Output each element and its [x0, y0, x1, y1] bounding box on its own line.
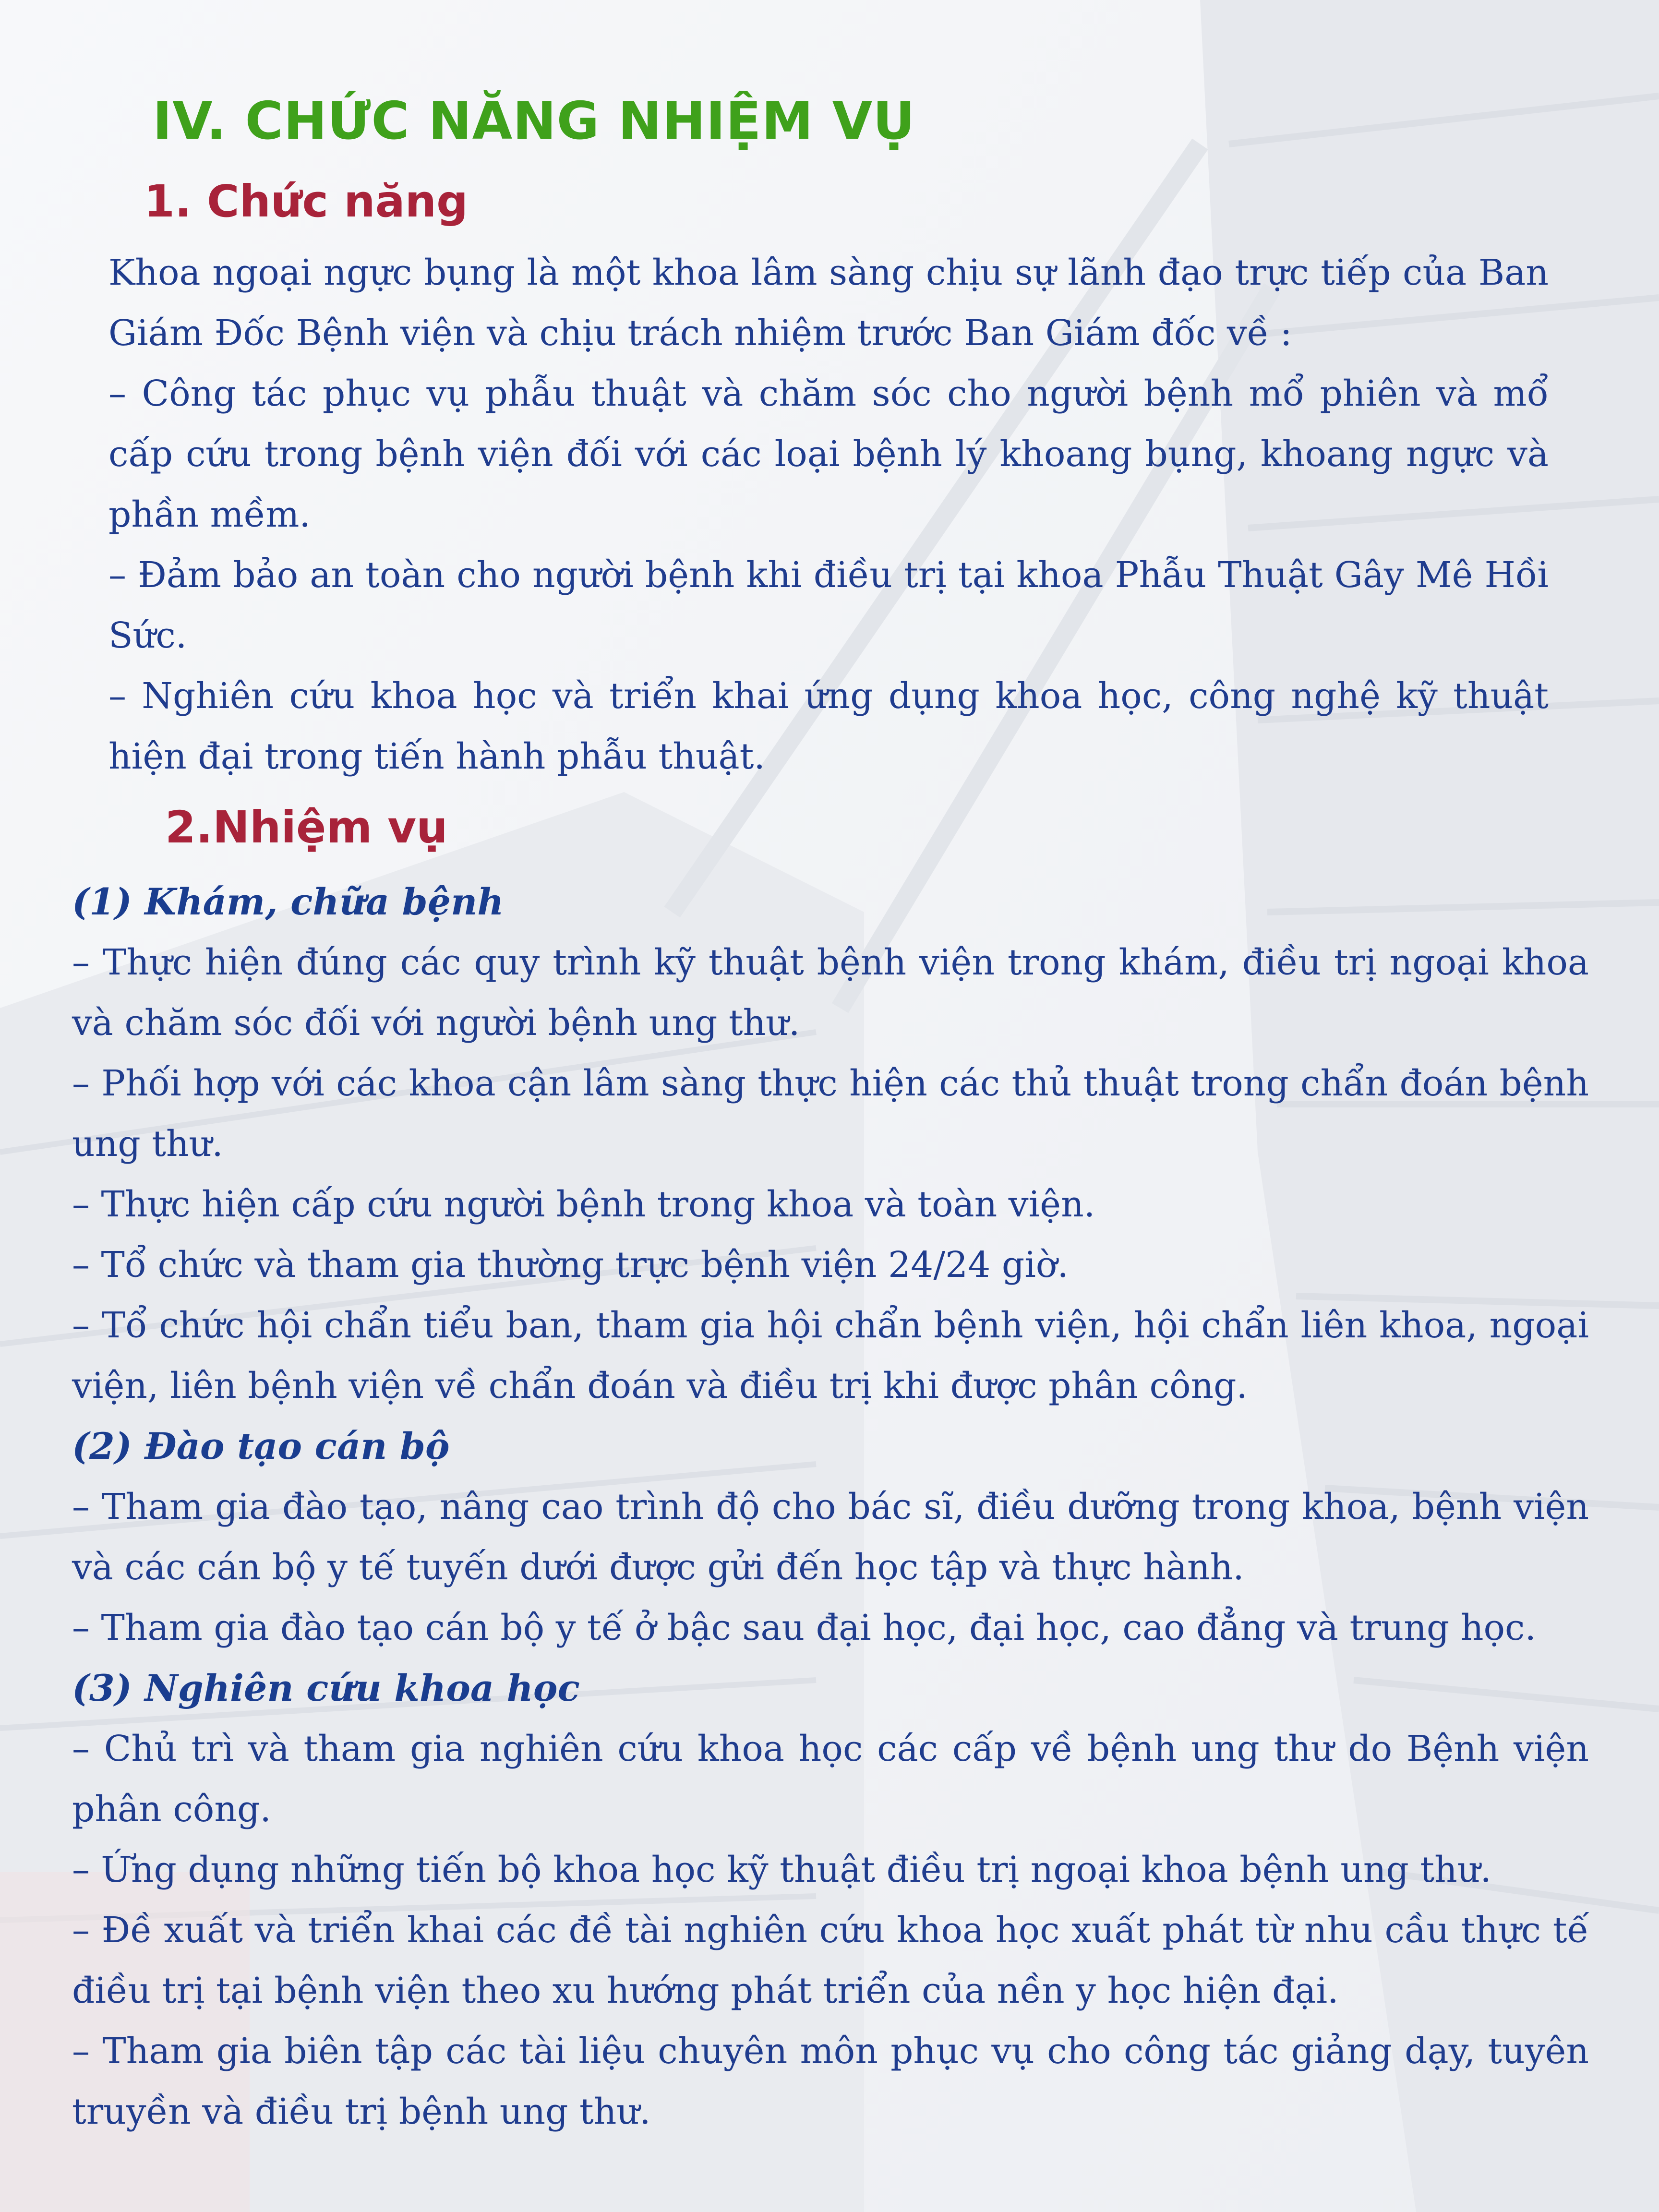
page-title: IV. CHỨC NĂNG NHIỆM VỤ: [153, 91, 915, 151]
duty-category-title: (3) Nghiên cứu khoa học: [72, 1667, 580, 1709]
duty-item: – Tham gia biên tập các tài liệu chuyên môn phục vụ cho công tác giảng dạy, tuyên truyền và điều trị bệnh ung thư.: [72, 2031, 1589, 2132]
duty-item: – Thực hiện đúng các quy trình kỹ thuật bệnh viện trong khám, điều trị ngoại khoa và chăm sóc đối với người bệnh ung thư.: [72, 942, 1589, 1044]
duty-item: – Tổ chức và tham gia thường trực bệnh viện 24/24 giờ.: [72, 1244, 1069, 1286]
duty-item: – Thực hiện cấp cứu người bệnh trong khoa và toàn viện.: [72, 1184, 1095, 1225]
duties-title: 2.Nhiệm vụ: [165, 802, 448, 853]
duty-item: – Ứng dụng những tiến bộ khoa học kỹ thuật điều trị ngoại khoa bệnh ung thư.: [72, 1849, 1492, 1890]
functions-paragraph: – Nghiên cứu khoa học và triển khai ứng dụng khoa học, công nghệ kỹ thuật hiện đại trong tiến hành phẫu thuật.: [108, 675, 1549, 777]
duty-category-title: (1) Khám, chữa bệnh: [72, 880, 504, 923]
functions-section: [108, 242, 1549, 787]
duty-item: – Tham gia đào tạo cán bộ y tế ở bậc sau đại học, đại học, cao đẳng và trung học.: [72, 1607, 1537, 1648]
duty-item: – Phối hợp với các khoa cận lâm sàng thực hiện các thủ thuật trong chẩn đoán bệnh ung thư.: [72, 1063, 1589, 1165]
functions-title: 1. Chức năng: [144, 176, 468, 227]
functions-paragraph: Khoa ngoại ngực bụng là một khoa lâm sàng chịu sự lãnh đạo trực tiếp của Ban Giám Đốc Bệnh viện và chịu trách nhiệm trước Ban Giám đốc về :: [108, 252, 1549, 354]
functions-paragraph: – Công tác phục vụ phẫu thuật và chăm sóc cho người bệnh mổ phiên và mổ cấp cứu trong bệnh viện đối với các loại bệnh lý khoang bụng, khoang ngực và phần mềm.: [108, 373, 1549, 535]
duty-item: – Đề xuất và triển khai các đề tài nghiên cứu khoa học xuất phát từ nhu cầu thực tế điều trị tại bệnh viện theo xu hướng phát triển của nền y học hiện đại.: [72, 1910, 1589, 2011]
duty-category-title: (2) Đào tạo cán bộ: [72, 1425, 450, 1467]
duty-item: – Tổ chức hội chẩn tiểu ban, tham gia hội chẩn bệnh viện, hội chẩn liên khoa, ngoại viện, liên bệnh viện về chẩn đoán và điều trị khi được phân công.: [72, 1305, 1589, 1407]
functions-paragraph: – Đảm bảo an toàn cho người bệnh khi điều trị tại khoa Phẫu Thuật Gây Mê Hồi Sức.: [108, 554, 1549, 656]
duties-section: [72, 872, 1589, 2142]
duty-item: – Tham gia đào tạo, nâng cao trình độ cho bác sĩ, điều dưỡng trong khoa, bệnh viện và các cán bộ y tế tuyến dưới được gửi đến học tập và thực hành.: [72, 1486, 1589, 1588]
duty-item: – Chủ trì và tham gia nghiên cứu khoa học các cấp về bệnh ung thư do Bệnh viện phân công.: [72, 1728, 1589, 1830]
